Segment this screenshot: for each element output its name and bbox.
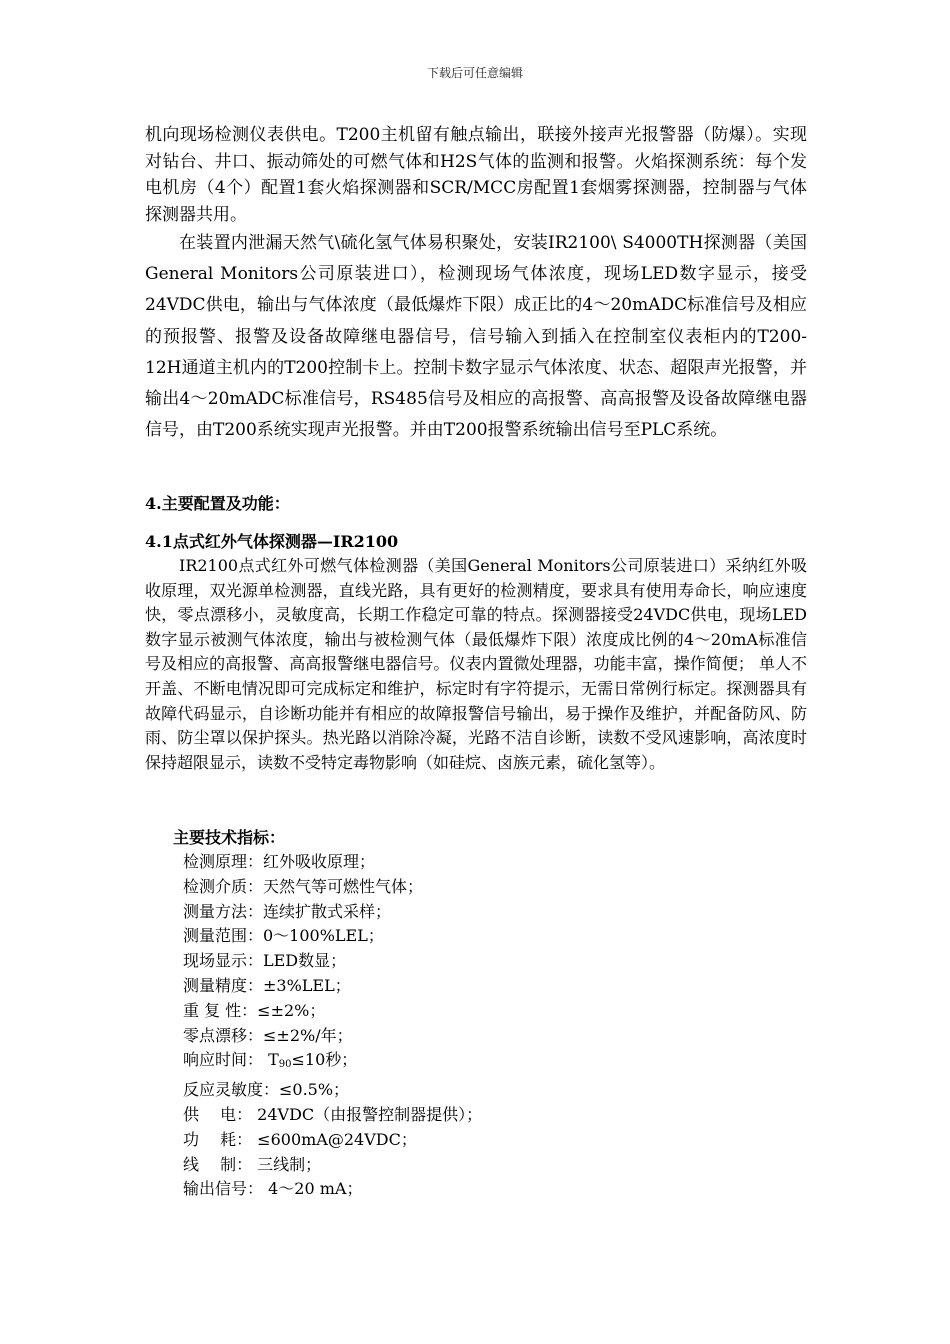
spec-item-output-signal: 输出信号： 4～20 mA； (183, 1179, 363, 1199)
spec-item-zero-drift: 零点漂移：≤±2%/年； (183, 1025, 353, 1045)
paragraph-detector-installation: 在装置内泄漏天然气\硫化氢气体易积聚处，安装IR2100\ S4000TH探测器（美国General Monitors公司原装进口），检测现场气体浓度，现场LED数字显示，接受24VDC供电，输出与气体浓度（最低爆炸下限）成正比的4～20mADC标准信号及相应的预报警、报警及设备故障继电器信号，信号输入到插入在控制室仪表柜内的T200-12H通道主机内的T200控制卡上。控制卡数字显示气体浓度、状态、超限声光报警，并输出4～20mADC标准信号，RS485信号及相应的高报警、高高报警及设备故障继电器信号，由T200系统实现声光报警。并由T200报警系统输出信号至PLC系统。 (145, 233, 807, 441)
spec-item-measurement-range: 测量范围：0～100%LEL； (183, 926, 384, 946)
response-time-value: ≤10秒； (291, 1050, 358, 1070)
response-time-label: 响应时间： T (183, 1050, 279, 1070)
spec-item-detection-medium: 检测介质：天然气等可燃性气体； (183, 876, 424, 896)
document-body (145, 122, 807, 1199)
spec-item-response-time (183, 1048, 482, 1078)
spec-item-repeatability: 重 复 性：≤±2%； (183, 1000, 326, 1020)
specs-title: 主要技术指标： (173, 828, 286, 847)
spec-item-detection-principle: 检测原理：红外吸收原理； (183, 852, 376, 871)
spec-item-field-display: 现场显示：LED数显； (183, 951, 347, 971)
spec-item-accuracy: 测量精度：±3%LEL； (183, 975, 351, 995)
subsection-heading: 4.1点式红外气体探测器—IR2100 (145, 532, 399, 551)
page-header: 下载后可任意编辑 (426, 66, 523, 80)
spec-item-measurement-method: 测量方法：连续扩散式采样； (183, 901, 392, 921)
spec-item-power-consumption: 功 耗： ≤600mA@24VDC； (183, 1129, 417, 1149)
spec-item-wiring: 线 制： 三线制； (183, 1154, 322, 1174)
section-heading: 4.主要配置及功能： (145, 494, 290, 513)
spec-item-sensitivity: 反应灵敏度：≤0.5%； (183, 1080, 350, 1100)
specs-list (183, 850, 482, 1202)
response-time-subscript: 90 (278, 1059, 292, 1071)
paragraph-ir2100-description: IR2100点式红外可燃气体检测器（美国General Monitors公司原装进口）采纳红外吸收原理，双光源单检测器，直线光路，具有更好的检测精度，要求具有使用寿命长，响应速度快，零点漂移小，灵敏度高，长期工作稳定可靠的特点。探测器接受24VDC供电，现场LED数字显示被测气体浓度，输出与被检测气体（最低爆炸下限）浓度成比例的4～20mA标准信号及相应的高报警、高高报警继电器信号。仪表内置微处理器，功能丰富，操作简便； 单人不开盖、不断电情况即可完成标定和维护，标定时有字符提示，无需日常例行标定。探测器具有故障代码显示，自诊断功能并有相应的故障报警信号输出，易于操作及维护，并配备防风、防雨、防尘罩以保护探头。热光路以消除冷凝，光路不洁自诊断，读数不受风速影响，高浓度时保持超限显示，读数不受特定毒物影响（如硅烷、卤族元素，硫化氢等）。 (145, 556, 807, 772)
paragraph-system-overview: 机向现场检测仪表供电。T200主机留有触点输出，联接外接声光报警器（防爆）。实现对钻台、井口、振动筛处的可燃气体和H2S气体的监测和报警。火焰探测系统：每个发电机房（4个）配置1套火焰探测器和SCR/MCC房配置1套烟雾探测器，控制器与气体探测器共用。 (145, 125, 807, 225)
spec-item-power-supply: 供 电： 24VDC（由报警控制器提供）； (183, 1104, 483, 1124)
